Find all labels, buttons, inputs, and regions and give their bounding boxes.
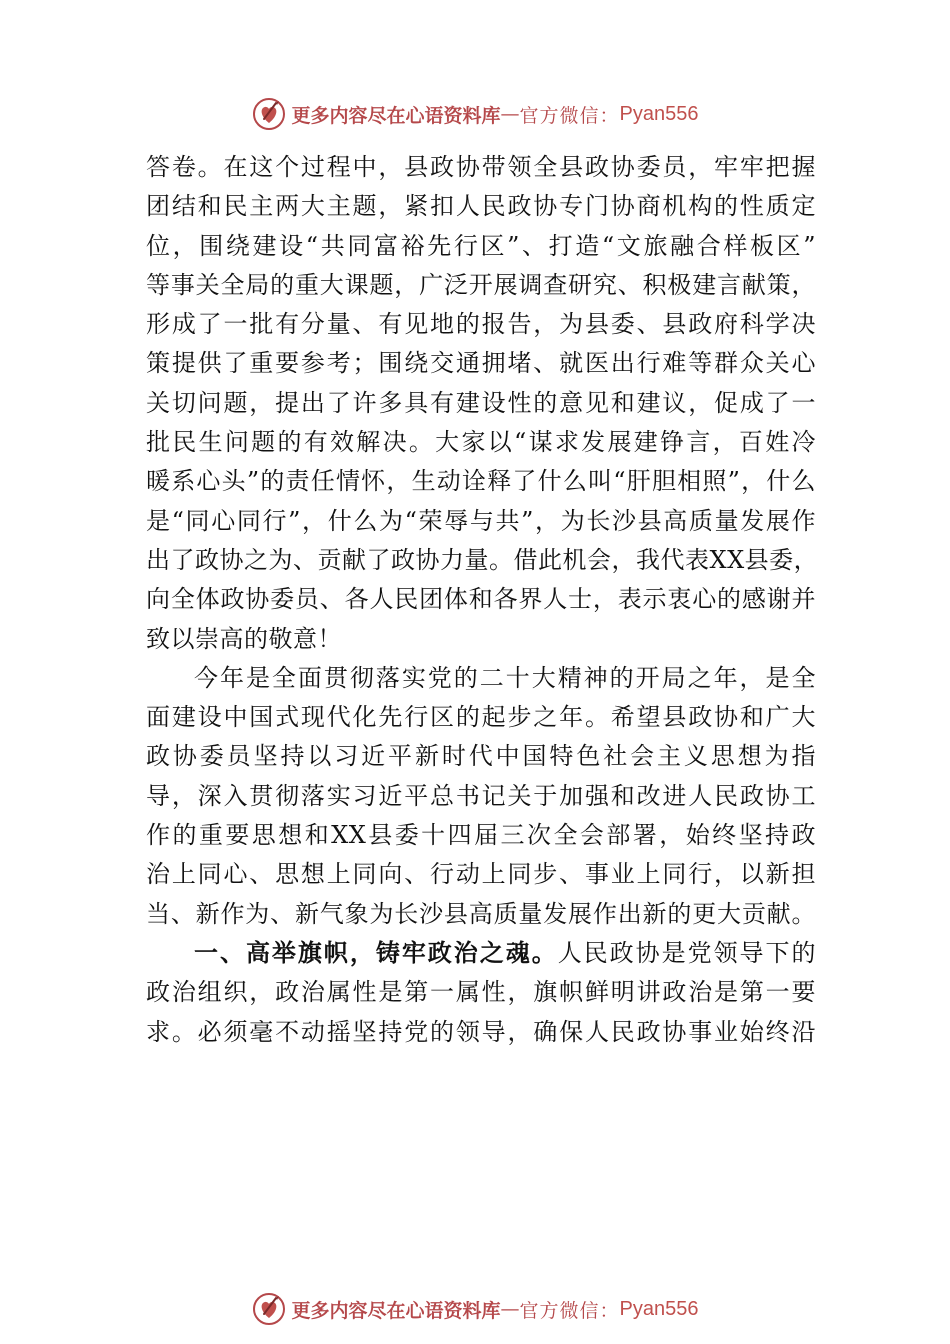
text-line: 政治组织，政治属性是第一属性，旗帜鲜明讲政治是第一要 xyxy=(146,978,816,1007)
footer-watermark xyxy=(0,1289,950,1329)
text-line: 关切问题，提出了许多具有建设性的意见和建议，促成了一 xyxy=(146,388,816,417)
watermark-brand: 更多内容尽在心语资料库 xyxy=(291,1299,501,1322)
text-line: 求。必须毫不动摇坚持党的领导，确保人民政协事业始终沿 xyxy=(146,1017,816,1046)
watermark-label: 官方微信： xyxy=(519,1299,620,1322)
text-line: 形成了一批有分量、有见地的报告，为县委、县政府科学决 xyxy=(146,310,816,339)
text-line: 治上同心、思想上同向、行动上同步、事业上同行，以新担 xyxy=(146,860,816,889)
paragraph-2 xyxy=(146,659,816,934)
paragraph-1 xyxy=(146,148,819,659)
text-line: 批民生问题的有效解决。大家以“谋求发展建铮言，百姓冷 xyxy=(146,428,816,457)
text-line: 面建设中国式现代化先行区的起步之年。希望县政协和广大 xyxy=(146,703,816,732)
section-heading: 一、高举旗帜，铸牢政治之魂。 xyxy=(194,938,558,967)
text-line: 出了政协之为、贡献了政协力量。借此机会，我代表XX县委， xyxy=(146,545,819,574)
section-heading-rest: 人民政协是党领导下的 xyxy=(557,938,817,967)
watermark-label: 官方微信： xyxy=(519,104,620,127)
paragraph-3 xyxy=(146,934,816,1052)
watermark-id: Pyan556 xyxy=(619,1297,699,1320)
text-line: 当、新作为、新气象为长沙县高质量发展作出新的更大贡献。 xyxy=(146,899,816,928)
text-line: 向全体政协委员、各人民团体和各界人士，表示衷心的感谢并 xyxy=(146,585,816,614)
text-line: 等事关全局的重大课题，广泛开展调查研究、积极建言献策， xyxy=(146,270,816,299)
text-line: 致以崇高的敬意！ xyxy=(146,624,342,653)
watermark-separator: — xyxy=(500,103,520,125)
text-line: 今年是全面贯彻落实党的二十大精神的开局之年，是全 xyxy=(194,663,816,692)
text-line: 导，深入贯彻落实习近平总书记关于加强和改进人民政协工 xyxy=(146,781,816,810)
watermark-id: Pyan556 xyxy=(619,102,699,125)
watermark-brand: 更多内容尽在心语资料库 xyxy=(291,104,501,127)
heart-quill-icon xyxy=(252,1292,286,1326)
text-line: 政协委员坚持以习近平新时代中国特色社会主义思想为指 xyxy=(146,742,816,771)
text-line: 策提供了重要参考；围绕交通拥堵、就医出行难等群众关心 xyxy=(146,349,816,378)
document-body xyxy=(146,148,819,1052)
text-line: 作的重要思想和XX县委十四届三次全会部署，始终坚持政 xyxy=(146,821,816,850)
section-heading-line xyxy=(146,934,816,973)
text-line: 是“同心同行”，什么为“荣辱与共”，为长沙县高质量发展作 xyxy=(146,506,816,535)
text-line: 暖系心头”的责任情怀，生动诠释了什么叫“肝胆相照”，什么 xyxy=(146,467,816,496)
heart-quill-icon xyxy=(252,97,286,131)
text-line: 团结和民主两大主题，紧扣人民政协专门协商机构的性质定 xyxy=(146,192,816,221)
watermark-separator: — xyxy=(500,1298,520,1320)
text-line: 答卷。在这个过程中，县政协带领全县政协委员，牢牢把握 xyxy=(146,153,816,181)
text-line: 位，围绕建设“共同富裕先行区”、打造“文旅融合样板区” xyxy=(146,231,816,260)
header-watermark xyxy=(0,94,950,134)
